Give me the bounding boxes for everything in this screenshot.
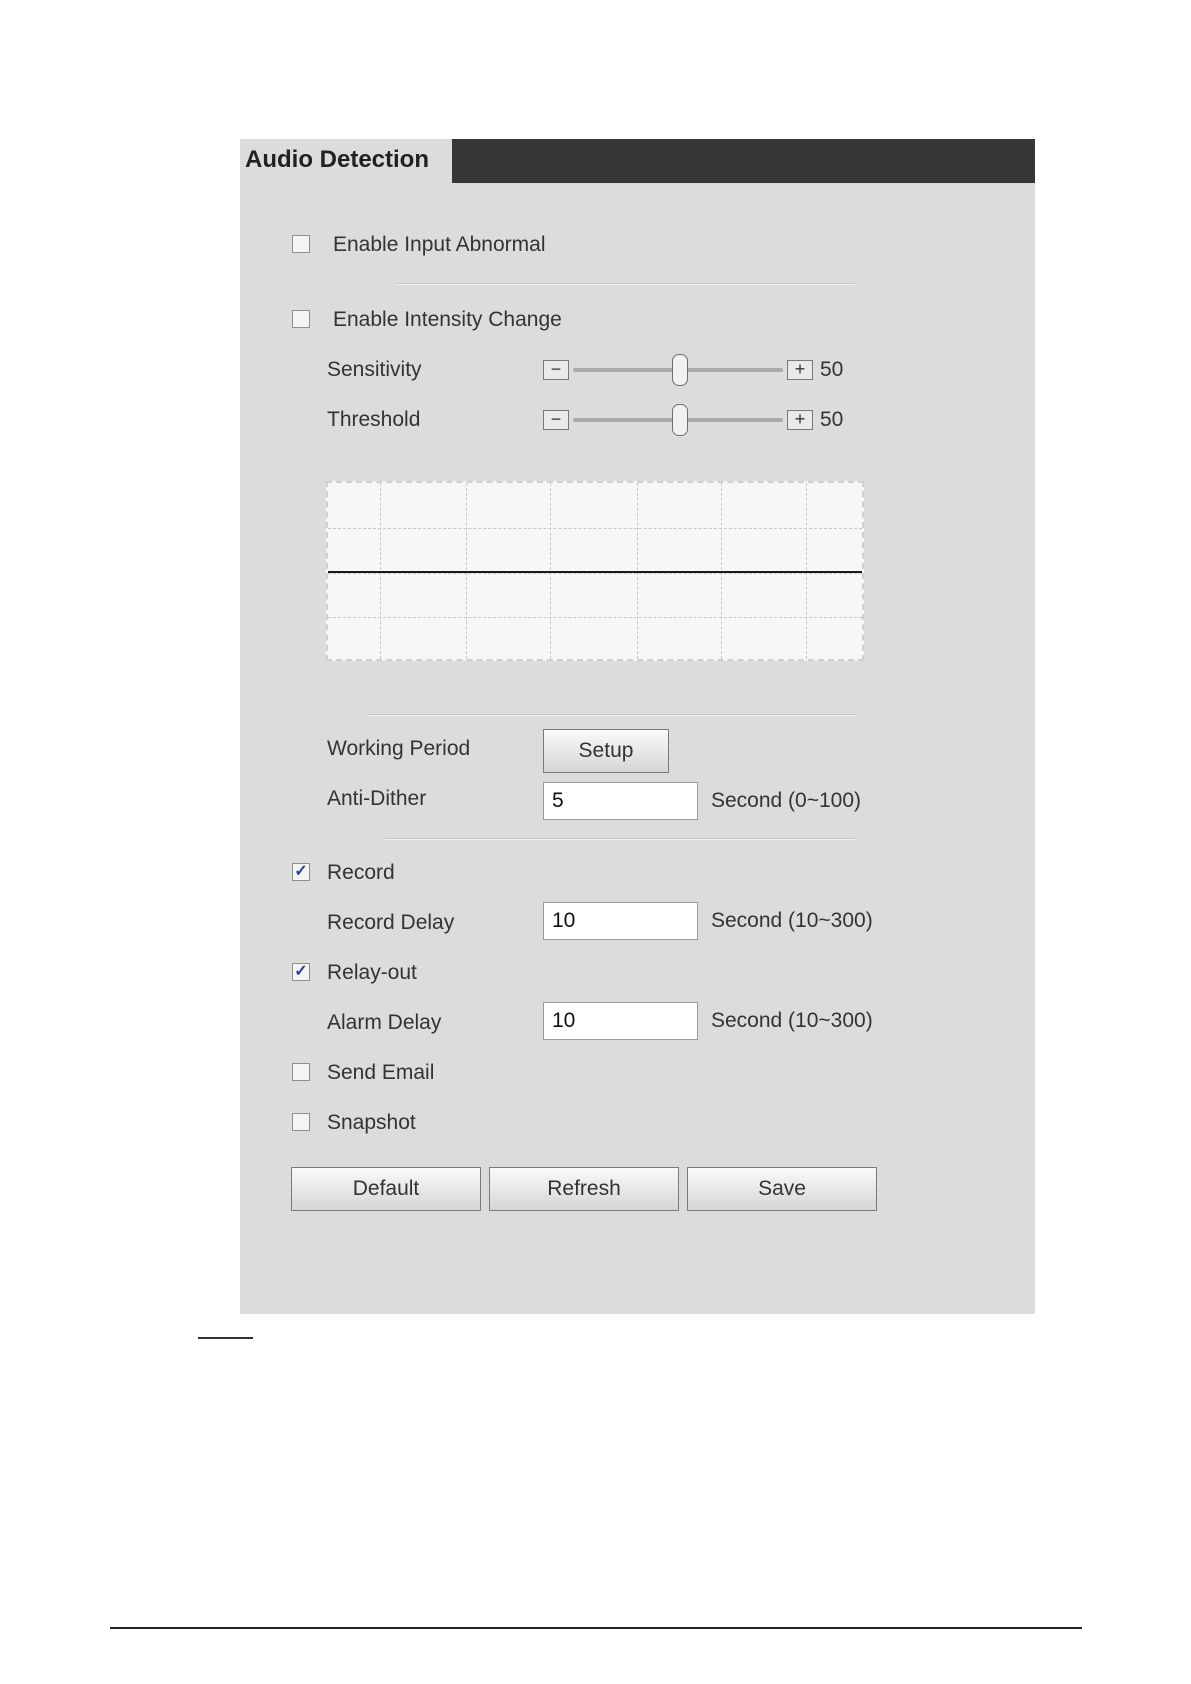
separator — [385, 838, 855, 840]
input-abnormal-checkbox[interactable] — [292, 235, 310, 253]
sensitivity-slider-thumb[interactable] — [672, 354, 688, 386]
threshold-value: 50 — [820, 408, 844, 431]
sensitivity-increase-button[interactable]: + — [787, 360, 813, 380]
sensitivity-value: 50 — [820, 358, 844, 381]
input-abnormal-label: Enable Input Abnormal — [333, 233, 546, 256]
audio-level-graph — [326, 481, 864, 661]
relay-out-checkbox[interactable]: ✓ — [292, 963, 310, 981]
working-period-label: Working Period — [327, 737, 471, 760]
separator — [395, 283, 855, 285]
alarm-delay-input[interactable]: 10 — [543, 1002, 698, 1040]
graph-gridline — [328, 573, 862, 574]
audio-detection-panel — [240, 139, 1035, 1314]
panel-title: Audio Detection — [240, 139, 452, 183]
refresh-button[interactable]: Refresh — [489, 1167, 679, 1211]
intensity-change-checkbox[interactable] — [292, 310, 310, 328]
save-button[interactable]: Save — [687, 1167, 877, 1211]
alarm-delay-unit: Second (10~300) — [711, 1009, 873, 1032]
threshold-slider-thumb[interactable] — [672, 404, 688, 436]
anti-dither-unit: Second (0~100) — [711, 789, 862, 812]
caption-underline — [198, 1337, 253, 1339]
record-delay-label: Record Delay — [327, 911, 455, 934]
record-label: Record — [327, 861, 395, 884]
anti-dither-label: Anti-Dither — [327, 787, 427, 810]
separator — [368, 714, 856, 716]
sensitivity-decrease-button[interactable]: − — [543, 360, 569, 380]
graph-gridline — [328, 617, 862, 618]
relay-out-label: Relay-out — [327, 961, 417, 984]
default-button[interactable]: Default — [291, 1167, 481, 1211]
working-period-setup-button[interactable]: Setup — [543, 729, 669, 773]
sensitivity-label: Sensitivity — [327, 358, 422, 381]
record-delay-input[interactable]: 10 — [543, 902, 698, 940]
threshold-decrease-button[interactable]: − — [543, 410, 569, 430]
threshold-increase-button[interactable]: + — [787, 410, 813, 430]
intensity-change-label: Enable Intensity Change — [333, 308, 562, 331]
threshold-line — [328, 571, 862, 573]
snapshot-label: Snapshot — [327, 1111, 416, 1134]
record-checkbox[interactable]: ✓ — [292, 863, 310, 881]
snapshot-checkbox[interactable] — [292, 1113, 310, 1131]
page-footer-rule — [110, 1627, 1082, 1629]
threshold-label: Threshold — [327, 408, 421, 431]
anti-dither-input[interactable]: 5 — [543, 782, 698, 820]
alarm-delay-label: Alarm Delay — [327, 1011, 442, 1034]
send-email-checkbox[interactable] — [292, 1063, 310, 1081]
graph-gridline — [328, 528, 862, 529]
send-email-label: Send Email — [327, 1061, 435, 1084]
title-bar — [240, 139, 1035, 183]
record-delay-unit: Second (10~300) — [711, 909, 873, 932]
